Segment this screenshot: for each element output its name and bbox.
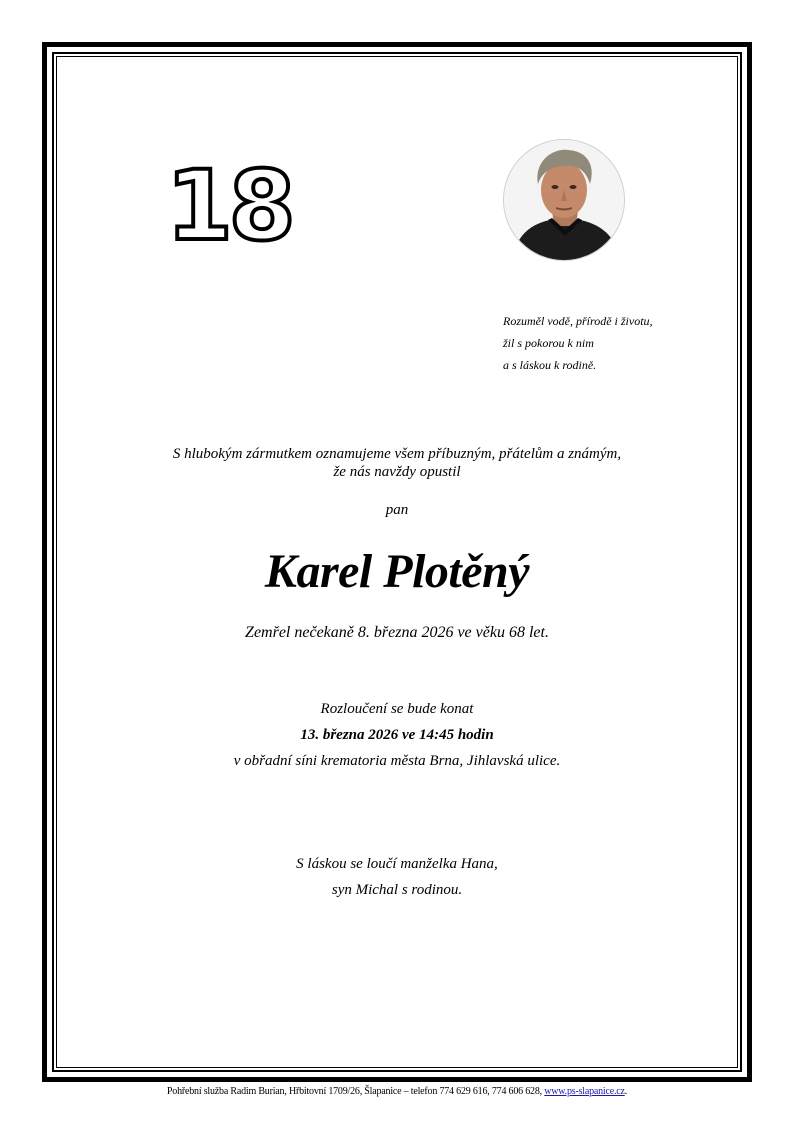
announcement-intro xyxy=(60,445,734,481)
footer-end: . xyxy=(624,1086,628,1097)
deceased-name: Karel Plotěný xyxy=(264,545,530,598)
signature xyxy=(60,851,734,903)
footer xyxy=(0,1086,794,1097)
salutation: pan xyxy=(385,502,409,518)
footer-website-link[interactable]: www.ps-slapanice.cz xyxy=(544,1086,625,1097)
motto-line: a s láskou k rodině. xyxy=(503,358,597,372)
farewell-place: v obřadní síni krematoria města Brna, Jihlavská ulice. xyxy=(233,753,561,769)
farewell-line: Rozloučení se bude konat xyxy=(320,701,474,717)
signature-line: S láskou se loučí manželka Hana, xyxy=(296,856,498,872)
footer-text: Pohřební služba Radim Burian, Hřbitovní 1709/26, Šlapanice – telefon 774 629 616, 774 606 628, xyxy=(166,1086,545,1097)
motto xyxy=(503,310,653,376)
motto-line: Rozuměl vodě, přírodě i životu, xyxy=(503,314,653,328)
death-notice: Zemřel nečekaně 8. března 2026 ve věku 68 let. xyxy=(245,624,549,641)
farewell-info xyxy=(60,696,734,774)
motto-line: žil s pokorou k nim xyxy=(503,336,594,350)
portrait-photo-icon xyxy=(503,139,625,261)
intro-line: S hlubokým zármutkem oznamujeme všem příbuzným, přátelům a známým, xyxy=(172,446,622,462)
intro-line: že nás navždy opustil xyxy=(333,464,461,480)
farewell-datetime: 13. března 2026 ve 14:45 hodin xyxy=(300,727,494,743)
signature-line: syn Michal s rodinou. xyxy=(331,882,463,898)
date-number: 18 xyxy=(166,150,292,262)
